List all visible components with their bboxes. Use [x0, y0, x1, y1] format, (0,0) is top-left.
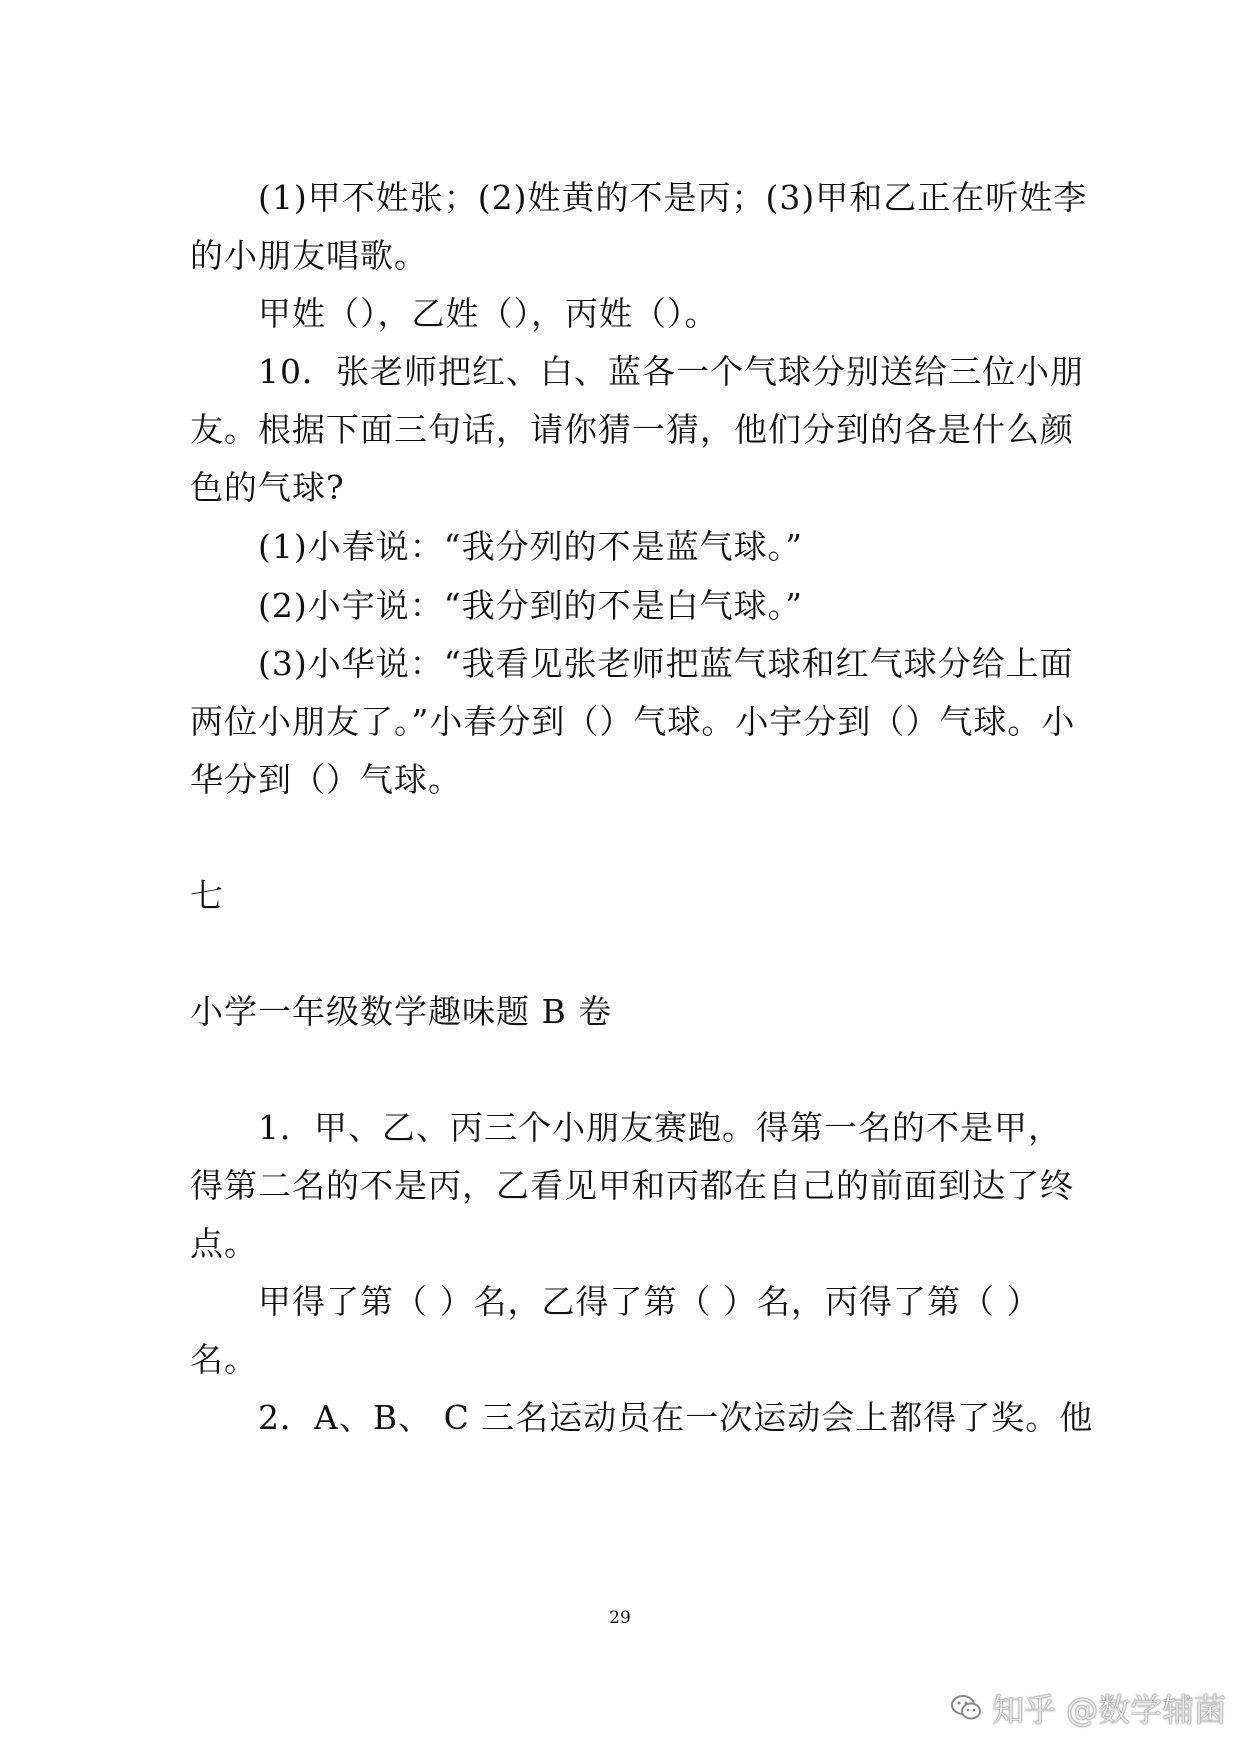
text-line: (1)小春说：“我分列的不是蓝气球。” — [258, 527, 803, 566]
text-line: (2)小宇说：“我分到的不是白气球。” — [258, 586, 803, 625]
wechat-icon — [950, 1693, 982, 1723]
question-10-line: 10．张老师把红、白、蓝各一个气球分别送给三位小朋 — [258, 352, 1084, 391]
question-2-line: 2．A、B、 C 三名运动员在一次运动会上都得了奖。他 — [258, 1398, 1094, 1437]
text-line: 得第二名的不是丙，乙看见甲和丙都在自己的前面到达了终 — [190, 1166, 1074, 1205]
text-line: 华分到（）气球。 — [190, 760, 462, 799]
text-line: 名。 — [190, 1340, 258, 1379]
text-line: 友。根据下面三句话，请你猜一猜，他们分到的各是什么颜 — [190, 410, 1074, 449]
section-title: 小学一年级数学趣味题 B 卷 — [190, 992, 613, 1031]
text-line: 两位小朋友了。”小春分到（）气球。小宇分到（）气球。小 — [190, 702, 1076, 741]
text-line: (3)小华说：“我看见张老师把蓝气球和红气球分给上面 — [258, 644, 1074, 683]
text-line: 点。 — [190, 1224, 258, 1263]
page-number: 29 — [609, 1608, 631, 1628]
text-line: 甲得了第（ ）名，乙得了第（ ）名，丙得了第（ ） — [258, 1282, 1041, 1321]
watermark-text: 知乎 @数学辅菌 — [992, 1691, 1227, 1729]
question-1-line: 1．甲、乙、丙三个小朋友赛跑。得第一名的不是甲， — [258, 1108, 1062, 1147]
text-line: 的小朋友唱歌。 — [190, 236, 428, 275]
text-line: 甲姓（），乙姓（），丙姓（）。 — [258, 294, 719, 333]
watermark — [950, 1685, 1226, 1731]
section-number: 七 — [190, 876, 224, 915]
text-line: (1)甲不姓张；(2)姓黄的不是丙；(3)甲和乙正在听姓李 — [258, 178, 1088, 217]
text-line: 色的气球? — [190, 468, 345, 507]
